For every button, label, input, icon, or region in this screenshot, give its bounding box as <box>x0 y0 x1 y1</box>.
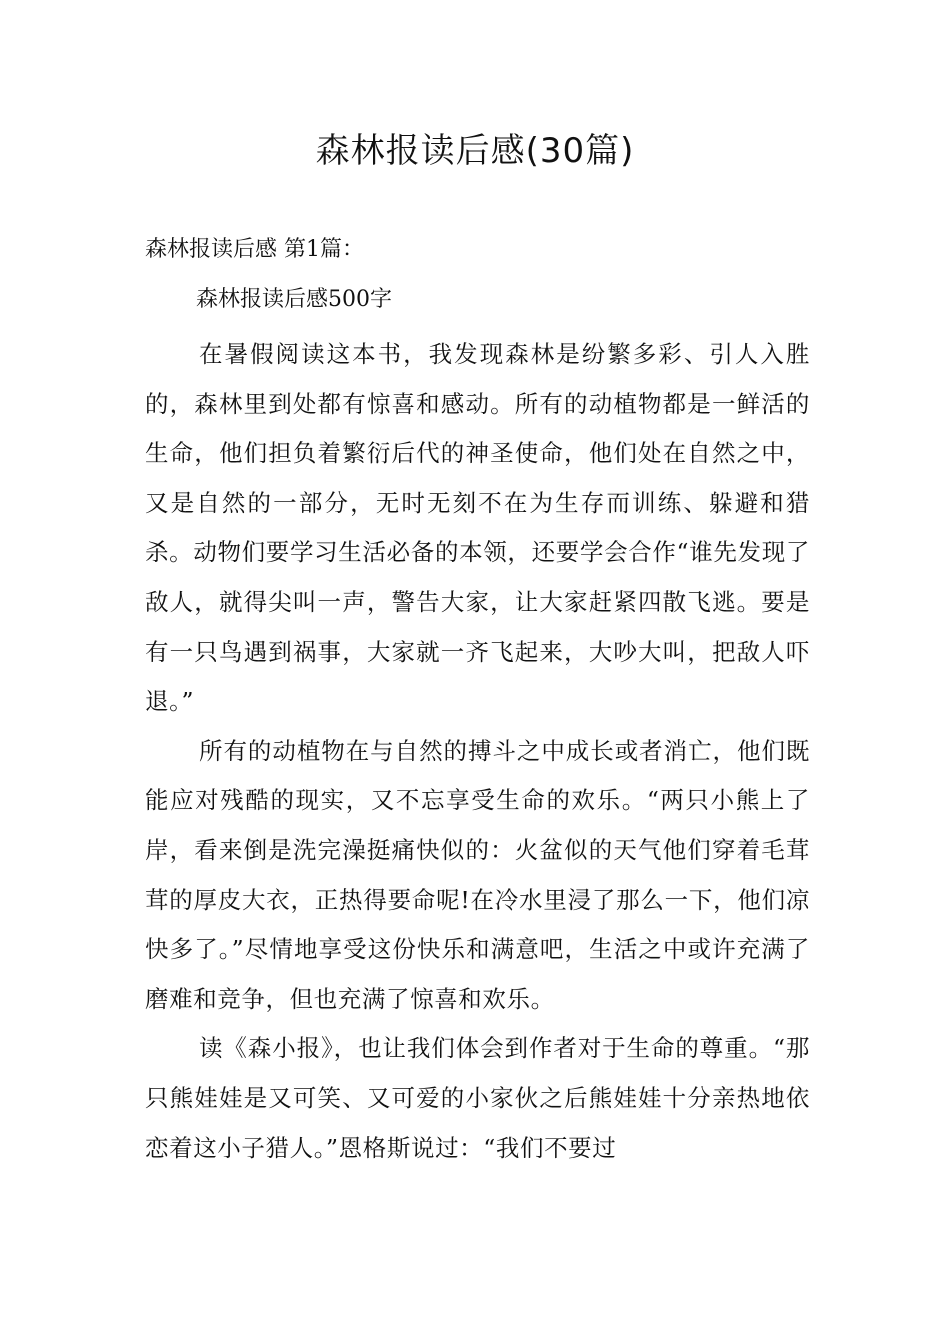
paragraph-2: 所有的动植物在与自然的搏斗之中成长或者消亡，他们既能应对残酷的现实，又不忘享受生命的欢乐。“两只小熊上了岸，看来倒是洗完澡挺痛快似的：火盆似的天气他们穿着毛茸茸的厚皮大衣，正热得要命呢!在冷水里浸了那么一下，他们凉快多了。”尽情地享受这份快乐和满意吧，生活之中或许充满了磨难和竞争，但也充满了惊喜和欢乐。 <box>145 736 810 1013</box>
document-title: 森林报读后感(30篇) <box>315 131 635 171</box>
paragraph-1: 在暑假阅读这本书，我发现森林是纷繁多彩、引人入胜的，森林里到处都有惊喜和感动。所有的动植物都是一鲜活的生命，他们担负着繁衍后代的神圣使命，他们处在自然之中，又是自然的一部分，无时无刻不在为生存而训练、躲避和猎杀。动物们要学习生活必备的本领，还要学会合作“谁先发现了敌人，就得尖叫一声，警告大家，让大家赶紧四散飞逃。要是有一只鸟遇到祸事，大家就一齐飞起来，大吵大叫，把敌人吓退。” <box>145 340 810 716</box>
section-heading: 森林报读后感 第1篇： <box>145 237 364 262</box>
document-body <box>145 226 810 1173</box>
essay-title: 森林报读后感500字 <box>196 287 392 312</box>
paragraph-3: 读《森小报》，也让我们体会到作者对于生命的尊重。“那只熊娃娃是又可笑、又可爱的小家伙之后熊娃娃十分亲热地依恋着这小子猎人。”恩格斯说过：“我们不要过 <box>145 1034 810 1162</box>
